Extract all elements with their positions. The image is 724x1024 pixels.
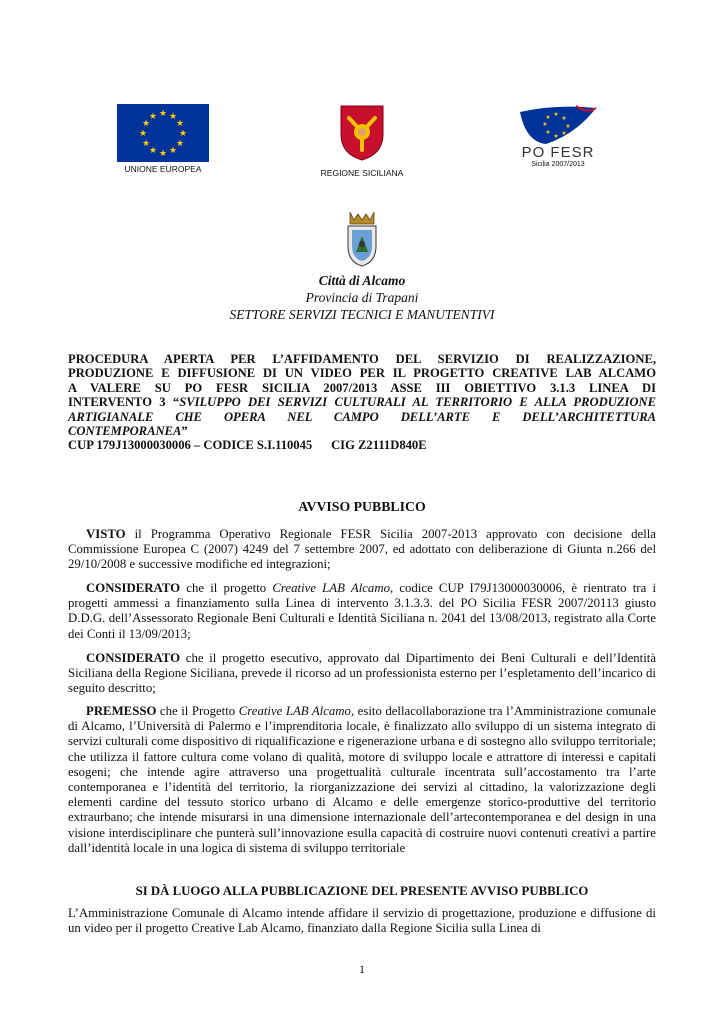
svg-text:★: ★ bbox=[542, 121, 548, 128]
svg-text:★: ★ bbox=[553, 133, 559, 140]
eu-logo bbox=[113, 104, 213, 174]
eu-caption: UNIONE EUROPEA bbox=[124, 164, 202, 174]
po-fesr-text: PO FESR bbox=[521, 144, 595, 161]
svg-text:★: ★ bbox=[178, 129, 188, 139]
closing-paragraph: L’Amministrazione Comunale di Alcamo intende affidare il servizio di progettazione, produzione e diffusione di un video per il progetto Creative Lab Alcamo, finanziato dalla Regione Sicilia sulla Linea di bbox=[68, 906, 656, 936]
city-name: Città di Alcamo bbox=[318, 273, 406, 288]
department-name: SETTORE SERVIZI TECNICI E MANUTENTIVI bbox=[229, 307, 495, 322]
procedure-line: PROCEDURA APERTA PER L’AFFIDAMENTO DEL SERVIZIO DI REALIZZAZIONE, bbox=[68, 352, 656, 366]
paragraph-considerato-2: CONSIDERATO che il progetto esecutivo, approvato dal Dipartimento dei Beni Culturali e dell’Identità Siciliana della Regione Siciliana, prevede il ricorso ad un professionista esterno per l’espletamento dell’incarico di seguito descritto; bbox=[68, 651, 656, 696]
svg-text:★: ★ bbox=[138, 129, 148, 139]
svg-text:★: ★ bbox=[545, 129, 551, 136]
procedure-codes: CUP 179J13000030006 – CODICE S.I.110045 CIG Z2111D840E bbox=[68, 438, 427, 453]
section-subtitle: SI DÀ LUOGO ALLA PUBBLICAZIONE DEL PRESENTE AVVISO PUBBLICO bbox=[135, 884, 589, 898]
svg-text:★: ★ bbox=[175, 139, 185, 149]
sicily-logo bbox=[316, 104, 408, 178]
svg-text:★: ★ bbox=[545, 114, 551, 121]
paragraph-premesso: PREMESSO che il Progetto Creative LAB Alcamo, esito dellacollaborazione tra l’Amministrazione comunale di Alcamo, l’Università di Palermo e l’imprenditoria locale, è finalizzato allo sviluppo di un sistema integrato di servizi culturali come dispositivo di riqualificazione e rigenerazione urbana e di sostegno allo sviluppo territoriale; che utilizza il fattore cultura come volano di qualità, motore di sviluppo locale e attrattore di interessi e capitali esogeni; che intende agire attraverso una progettualità culturale incentrata sull’accostamento tra l’arte contemporanea e l’identità del territorio, la riorganizzazione dei servizi al cittadino, la valorizzazione degli elementi cardine del tessuto storico urbano di Alcamo e delle emergenze storico-produttive del territorio extraurbano; che intende misurarsi in una dimensione internazionale dell’artecontemporanea e del design in una visione interdisciplinare che punterà sull’innovazione esulla capacità di costruire nuovi contenuti creativi a partire dall’identità locale in una logica di sistema di sviluppo territoriale bbox=[68, 704, 656, 855]
paragraph-considerato-1: CONSIDERATO che il progetto Creative LAB Alcamo, codice CUP I79J13000030006, è rientrato tra i progetti ammessi a finanziamento sulla Linea di intervento 3.1.3.3. del PO Sicilia FESR 2007/20113 giusto D.D.G. dell’Assessorato Regionale Beni Culturali e Identità Siciliana n. 2041 del 13/08/2013, registrato alla Corte dei Conti il 13/09/2013; bbox=[68, 581, 656, 641]
svg-text:★: ★ bbox=[565, 123, 571, 130]
po-fesr-caption: Sicilia 2007/2013 bbox=[531, 161, 585, 168]
notice-title: AVVISO PUBBLICO bbox=[298, 499, 426, 514]
svg-text:★: ★ bbox=[141, 119, 151, 129]
page-number: 1 bbox=[359, 962, 365, 976]
svg-text:★: ★ bbox=[168, 112, 178, 122]
po-fesr-flag-icon bbox=[516, 104, 600, 148]
svg-text:★: ★ bbox=[561, 130, 567, 137]
sicily-caption: REGIONE SICILIANA bbox=[320, 168, 404, 178]
po-fesr-logo bbox=[512, 104, 604, 168]
procedure-block bbox=[68, 352, 656, 453]
eu-flag-icon bbox=[117, 104, 209, 162]
svg-text:★: ★ bbox=[148, 146, 158, 156]
procedure-line: A VALERE SU PO FESR SICILIA 2007/2013 ASSE III OBIETTIVO 3.1.3 LINEA DI bbox=[68, 380, 656, 395]
paragraph-visto: VISTO il Programma Operativo Regionale FESR Sicilia 2007-2013 approvato con decisione della Commissione Europea C (2007) 4249 del 7 settembre 2007, ed adottato con deliberazione di Giunta n.266 del 29/10/2008 e successive modifiche ed integrazioni; bbox=[68, 527, 656, 572]
alcamo-crest bbox=[340, 208, 384, 273]
procedure-line: ARTIGIANALE CHE OPERA NEL CAMPO DELL’ARTE E DELL’ARCHITETTURA bbox=[68, 409, 656, 424]
svg-text:★: ★ bbox=[175, 119, 185, 129]
trinacria-shield-icon bbox=[339, 104, 385, 162]
svg-text:★: ★ bbox=[141, 139, 151, 149]
svg-text:★: ★ bbox=[158, 109, 168, 119]
city-crest-icon bbox=[340, 208, 384, 268]
procedure-line: INTERVENTO 3 “SVILUPPO DEI SERVIZI CULTURALI AL TERRITORIO E ALLA PRODUZIONE bbox=[68, 395, 656, 410]
province-name: Provincia di Trapani bbox=[305, 290, 419, 305]
svg-text:★: ★ bbox=[561, 115, 567, 122]
svg-text:★: ★ bbox=[553, 111, 559, 118]
procedure-line: PRODUZIONE E DIFFUSIONE DI UN VIDEO PER IL PROGETTO CREATIVE LAB ALCAMO bbox=[68, 366, 656, 381]
procedure-line: CONTEMPORANEA” bbox=[68, 424, 188, 439]
svg-text:★: ★ bbox=[158, 149, 168, 159]
svg-text:★: ★ bbox=[148, 112, 158, 122]
svg-text:★: ★ bbox=[168, 146, 178, 156]
